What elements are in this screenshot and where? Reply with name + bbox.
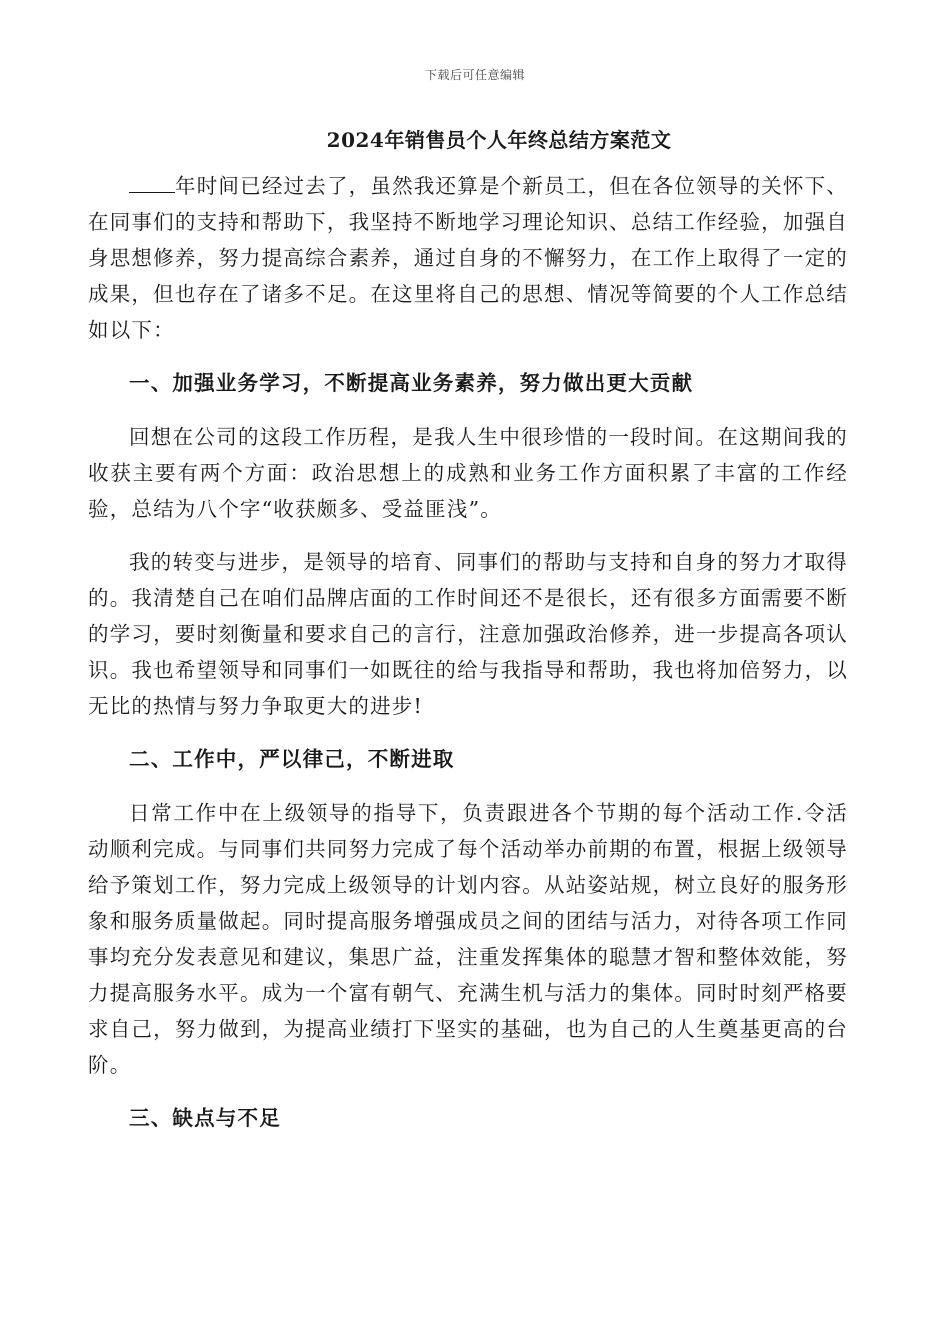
section-1-paragraph-1: 回想在公司的这段工作历程，是我人生中很珍惜的一段时间。在这期间我的收获主要有两个方面：政治思想上的成熟和业务工作方面积累了丰富的工作经验，总结为八个字“收获颇多、受益匪浅”。 (88, 425, 848, 521)
document-title: 2024年销售员个人年终总结方案范文 (326, 128, 672, 152)
intro-paragraph (88, 168, 848, 348)
document-body (88, 168, 848, 1154)
section-2-paragraph-1: 日常工作中在上级领导的指导下，负责跟进各个节期的每个活动工作.令活动顺利完成。与同事们共同努力完成了每个活动举办前期的布置，根据上级领导给予策划工作，努力完成上级领导的计划内容。从站姿站规，树立良好的服务形象和服务质量做起。同时提高服务增强成员之间的团结与活力，对待各项工作同事均充分发表意见和建议，集思广益，注重发挥集体的聪慧才智和整体效能，努力提高服务水平。成为一个富有朝气、充满生机与活力的集体。同时时刻严格要求自己，努力做到，为提高业绩打下坚实的基础，也为自己的人生奠基更高的台阶。 (88, 801, 848, 1077)
section-heading-2: 二、工作中，严以律己，不断进取 (129, 747, 455, 771)
section-heading-3: 三、缺点与不足 (129, 1106, 281, 1130)
intro-text: 年时间已经过去了，虽然我还算是个新员工，但在各位领导的关怀下、在同事们的支持和帮助下，我坚持不断地学习理论知识、总结工作经验，加强自身思想修养，努力提高综合素养，通过自身的不懈努力，在工作上取得了一定的成果，但也存在了诸多不足。在这里将自己的思想、情况等简要的个人工作总结如以下： (88, 174, 848, 342)
section-1-paragraph-2: 我的转变与进步，是领导的培育、同事们的帮助与支持和自身的努力才取得的。我清楚自己在咱们品牌店面的工作时间还不是很长，还有很多方面需要不断的学习，要时刻衡量和要求自己的言行，注意加强政治修养，进一步提高各项认识。我也希望领导和同事们一如既往的给与我指导和帮助，我也将加倍努力，以无比的热情与努力争取更大的进步! (88, 550, 848, 718)
header-note: 下载后可任意编辑 (424, 68, 525, 82)
section-heading-1: 一、加强业务学习，不断提高业务素养，努力做出更大贡献 (129, 371, 694, 395)
fill-in-blank (129, 172, 175, 193)
